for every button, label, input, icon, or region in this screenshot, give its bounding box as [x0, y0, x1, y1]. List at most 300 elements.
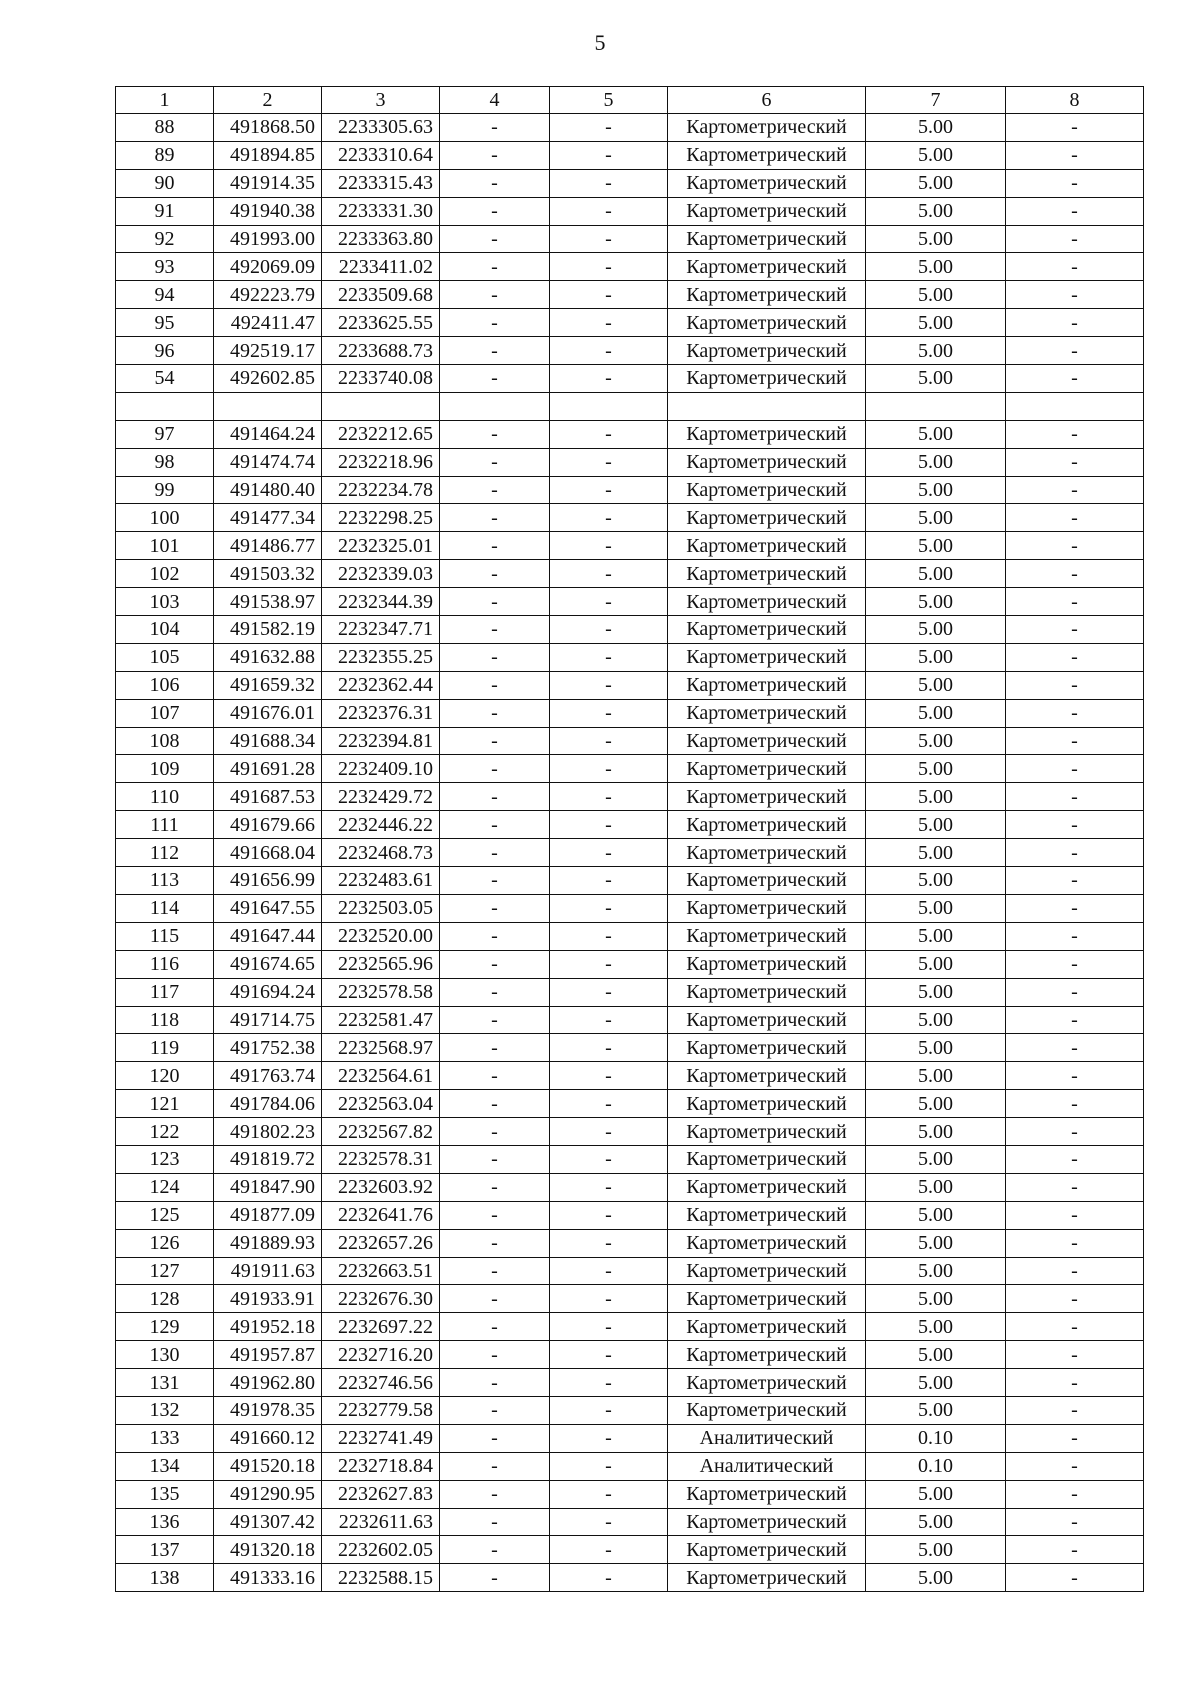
column-5-cell: -	[550, 1257, 668, 1285]
y-coordinate-cell: 2232567.82	[322, 1118, 440, 1146]
column-8-cell: -	[1006, 420, 1144, 448]
table-row	[116, 588, 1144, 616]
column-8-cell: -	[1006, 922, 1144, 950]
column-4-cell: -	[440, 114, 550, 142]
table-row	[116, 1396, 1144, 1424]
column-5-cell: -	[550, 169, 668, 197]
method-cell: Картометрический	[668, 309, 866, 337]
point-number-cell: 106	[116, 671, 214, 699]
table-row	[116, 1006, 1144, 1034]
x-coordinate-cell: 491647.44	[214, 922, 322, 950]
point-number-cell: 90	[116, 169, 214, 197]
y-coordinate-cell: 2232394.81	[322, 727, 440, 755]
header-cell: 3	[322, 87, 440, 114]
column-8-cell: -	[1006, 1369, 1144, 1397]
column-5-cell: -	[550, 699, 668, 727]
y-coordinate-cell: 2232578.31	[322, 1145, 440, 1173]
column-8-cell: -	[1006, 1536, 1144, 1564]
column-5-cell: -	[550, 1480, 668, 1508]
y-coordinate-cell: 2232565.96	[322, 950, 440, 978]
column-4-cell: -	[440, 950, 550, 978]
x-coordinate-cell: 491503.32	[214, 560, 322, 588]
point-number-cell: 125	[116, 1201, 214, 1229]
column-8-cell: -	[1006, 950, 1144, 978]
method-cell: Картометрический	[668, 643, 866, 671]
table-row	[116, 225, 1144, 253]
point-number-cell: 116	[116, 950, 214, 978]
point-number-cell: 129	[116, 1313, 214, 1341]
accuracy-cell: 5.00	[866, 1508, 1006, 1536]
column-5-cell: -	[550, 1424, 668, 1452]
x-coordinate-cell: 491694.24	[214, 978, 322, 1006]
accuracy-cell: 5.00	[866, 839, 1006, 867]
column-8-cell: -	[1006, 1201, 1144, 1229]
point-number-cell: 126	[116, 1229, 214, 1257]
x-coordinate-cell: 491486.77	[214, 532, 322, 560]
y-coordinate-cell: 2233509.68	[322, 281, 440, 309]
column-5-cell: -	[550, 1341, 668, 1369]
method-cell: Картометрический	[668, 169, 866, 197]
column-4-cell: -	[440, 1285, 550, 1313]
point-number-cell: 132	[116, 1396, 214, 1424]
method-cell: Картометрический	[668, 1536, 866, 1564]
x-coordinate-cell: 491290.95	[214, 1480, 322, 1508]
y-coordinate-cell: 2232718.84	[322, 1452, 440, 1480]
x-coordinate-cell: 491474.74	[214, 448, 322, 476]
page-number: 5	[594, 30, 606, 55]
method-cell: Картометрический	[668, 1090, 866, 1118]
column-5-cell: -	[550, 588, 668, 616]
table-row	[116, 1564, 1144, 1592]
point-number-cell: 93	[116, 253, 214, 281]
column-4-cell: -	[440, 504, 550, 532]
x-coordinate-cell: 491688.34	[214, 727, 322, 755]
y-coordinate-cell: 2233305.63	[322, 114, 440, 142]
y-coordinate-cell: 2233740.08	[322, 365, 440, 393]
table-row	[116, 532, 1144, 560]
y-coordinate-cell: 2232741.49	[322, 1424, 440, 1452]
method-cell: Аналитический	[668, 1424, 866, 1452]
y-coordinate-cell: 2232218.96	[322, 448, 440, 476]
method-cell: Картометрический	[668, 448, 866, 476]
column-8-cell: -	[1006, 839, 1144, 867]
column-8-cell: -	[1006, 978, 1144, 1006]
method-cell: Картометрический	[668, 1257, 866, 1285]
point-number-cell: 108	[116, 727, 214, 755]
point-number-cell: 97	[116, 420, 214, 448]
column-5-cell: -	[550, 504, 668, 532]
column-5-cell: -	[550, 978, 668, 1006]
table-body	[116, 114, 1144, 1592]
method-cell: Картометрический	[668, 616, 866, 644]
table-row	[116, 894, 1144, 922]
accuracy-cell: 5.00	[866, 532, 1006, 560]
column-4-cell: -	[440, 1313, 550, 1341]
column-8-cell: -	[1006, 867, 1144, 895]
method-cell: Картометрический	[668, 950, 866, 978]
column-5-cell: -	[550, 1285, 668, 1313]
column-5-cell: -	[550, 1118, 668, 1146]
column-4-cell: -	[440, 1424, 550, 1452]
coordinates-table	[115, 86, 1144, 1592]
accuracy-cell: 5.00	[866, 1257, 1006, 1285]
point-number-cell: 105	[116, 643, 214, 671]
x-coordinate-cell: 491993.00	[214, 225, 322, 253]
point-number-cell: 136	[116, 1508, 214, 1536]
column-8-cell: -	[1006, 448, 1144, 476]
point-number-cell: 133	[116, 1424, 214, 1452]
y-coordinate-cell: 2232657.26	[322, 1229, 440, 1257]
column-4-cell: -	[440, 811, 550, 839]
column-5-cell: -	[550, 114, 668, 142]
accuracy-cell: 5.00	[866, 1480, 1006, 1508]
point-number-cell: 114	[116, 894, 214, 922]
table-row	[116, 1452, 1144, 1480]
y-coordinate-cell: 2232355.25	[322, 643, 440, 671]
column-4-cell: -	[440, 755, 550, 783]
method-cell: Картометрический	[668, 867, 866, 895]
method-cell: Картометрический	[668, 727, 866, 755]
y-coordinate-cell: 2232563.04	[322, 1090, 440, 1118]
point-number-cell: 137	[116, 1536, 214, 1564]
column-4-cell	[440, 392, 550, 420]
table-row	[116, 448, 1144, 476]
accuracy-cell: 5.00	[866, 1536, 1006, 1564]
accuracy-cell: 5.00	[866, 671, 1006, 699]
accuracy-cell: 5.00	[866, 253, 1006, 281]
table-row	[116, 950, 1144, 978]
column-5-cell: -	[550, 197, 668, 225]
x-coordinate-cell: 491477.34	[214, 504, 322, 532]
point-number-cell: 89	[116, 141, 214, 169]
accuracy-cell: 0.10	[866, 1424, 1006, 1452]
table-row	[116, 867, 1144, 895]
column-4-cell: -	[440, 699, 550, 727]
accuracy-cell: 5.00	[866, 699, 1006, 727]
point-number-cell: 104	[116, 616, 214, 644]
y-coordinate-cell: 2232568.97	[322, 1034, 440, 1062]
point-number-cell: 138	[116, 1564, 214, 1592]
table-row	[116, 392, 1144, 420]
y-coordinate-cell: 2232376.31	[322, 699, 440, 727]
column-5-cell: -	[550, 448, 668, 476]
y-coordinate-cell: 2232663.51	[322, 1257, 440, 1285]
column-5-cell: -	[550, 1145, 668, 1173]
accuracy-cell: 5.00	[866, 950, 1006, 978]
column-8-cell: -	[1006, 643, 1144, 671]
table-row	[116, 114, 1144, 142]
method-cell: Картометрический	[668, 699, 866, 727]
column-8-cell: -	[1006, 1396, 1144, 1424]
column-8-cell: -	[1006, 1341, 1144, 1369]
y-coordinate-cell: 2233315.43	[322, 169, 440, 197]
table-row	[116, 1536, 1144, 1564]
x-coordinate-cell: 491894.85	[214, 141, 322, 169]
x-coordinate-cell: 491660.12	[214, 1424, 322, 1452]
accuracy-cell: 5.00	[866, 197, 1006, 225]
column-5-cell: -	[550, 922, 668, 950]
column-5-cell: -	[550, 616, 668, 644]
accuracy-cell: 5.00	[866, 114, 1006, 142]
y-coordinate-cell: 2232588.15	[322, 1564, 440, 1592]
point-number-cell: 134	[116, 1452, 214, 1480]
column-5-cell: -	[550, 141, 668, 169]
method-cell	[668, 392, 866, 420]
accuracy-cell: 5.00	[866, 1564, 1006, 1592]
y-coordinate-cell: 2232212.65	[322, 420, 440, 448]
y-coordinate-cell: 2232564.61	[322, 1062, 440, 1090]
accuracy-cell: 5.00	[866, 281, 1006, 309]
column-8-cell: -	[1006, 337, 1144, 365]
x-coordinate-cell: 491538.97	[214, 588, 322, 616]
x-coordinate-cell	[214, 392, 322, 420]
point-number-cell: 103	[116, 588, 214, 616]
point-number-cell: 128	[116, 1285, 214, 1313]
column-5-cell: -	[550, 755, 668, 783]
method-cell: Картометрический	[668, 1285, 866, 1313]
method-cell: Картометрический	[668, 141, 866, 169]
point-number-cell	[116, 392, 214, 420]
column-8-cell: -	[1006, 532, 1144, 560]
method-cell: Картометрический	[668, 671, 866, 699]
point-number-cell: 101	[116, 532, 214, 560]
table-row	[116, 839, 1144, 867]
column-4-cell: -	[440, 922, 550, 950]
y-coordinate-cell: 2232344.39	[322, 588, 440, 616]
table-row	[116, 1257, 1144, 1285]
column-4-cell: -	[440, 448, 550, 476]
accuracy-cell: 5.00	[866, 337, 1006, 365]
column-8-cell: -	[1006, 1313, 1144, 1341]
accuracy-cell: 5.00	[866, 476, 1006, 504]
column-5-cell: -	[550, 867, 668, 895]
x-coordinate-cell: 491674.65	[214, 950, 322, 978]
x-coordinate-cell: 492069.09	[214, 253, 322, 281]
column-4-cell: -	[440, 1564, 550, 1592]
point-number-cell: 107	[116, 699, 214, 727]
y-coordinate-cell: 2232779.58	[322, 1396, 440, 1424]
column-5-cell: -	[550, 1173, 668, 1201]
method-cell: Картометрический	[668, 337, 866, 365]
method-cell: Картометрический	[668, 755, 866, 783]
accuracy-cell: 5.00	[866, 1369, 1006, 1397]
table-row	[116, 253, 1144, 281]
y-coordinate-cell: 2233688.73	[322, 337, 440, 365]
y-coordinate-cell: 2232697.22	[322, 1313, 440, 1341]
x-coordinate-cell: 491763.74	[214, 1062, 322, 1090]
table-row	[116, 1341, 1144, 1369]
table-row	[116, 922, 1144, 950]
x-coordinate-cell: 491714.75	[214, 1006, 322, 1034]
column-5-cell: -	[550, 1313, 668, 1341]
table-row	[116, 699, 1144, 727]
accuracy-cell: 5.00	[866, 1090, 1006, 1118]
y-coordinate-cell: 2233411.02	[322, 253, 440, 281]
table-row	[116, 1285, 1144, 1313]
column-5-cell: -	[550, 560, 668, 588]
header-cell: 2	[214, 87, 322, 114]
column-4-cell: -	[440, 1201, 550, 1229]
y-coordinate-cell: 2232641.76	[322, 1201, 440, 1229]
accuracy-cell: 5.00	[866, 1313, 1006, 1341]
table-row	[116, 616, 1144, 644]
header-cell: 4	[440, 87, 550, 114]
x-coordinate-cell: 491962.80	[214, 1369, 322, 1397]
x-coordinate-cell: 491632.88	[214, 643, 322, 671]
accuracy-cell: 5.00	[866, 727, 1006, 755]
y-coordinate-cell: 2232746.56	[322, 1369, 440, 1397]
column-8-cell: -	[1006, 253, 1144, 281]
column-5-cell: -	[550, 1034, 668, 1062]
point-number-cell: 115	[116, 922, 214, 950]
method-cell: Картометрический	[668, 1173, 866, 1201]
column-5-cell: -	[550, 420, 668, 448]
point-number-cell: 96	[116, 337, 214, 365]
accuracy-cell: 5.00	[866, 309, 1006, 337]
accuracy-cell: 5.00	[866, 1062, 1006, 1090]
x-coordinate-cell: 491940.38	[214, 197, 322, 225]
method-cell: Картометрический	[668, 1034, 866, 1062]
column-8-cell: -	[1006, 281, 1144, 309]
column-4-cell: -	[440, 616, 550, 644]
column-5-cell: -	[550, 476, 668, 504]
method-cell: Картометрический	[668, 1341, 866, 1369]
column-8-cell: -	[1006, 476, 1144, 504]
accuracy-cell: 5.00	[866, 365, 1006, 393]
method-cell: Картометрический	[668, 420, 866, 448]
x-coordinate-cell: 491520.18	[214, 1452, 322, 1480]
point-number-cell: 100	[116, 504, 214, 532]
accuracy-cell: 5.00	[866, 1034, 1006, 1062]
table-row	[116, 643, 1144, 671]
accuracy-cell: 5.00	[866, 1145, 1006, 1173]
table-row	[116, 1201, 1144, 1229]
header-cell: 1	[116, 87, 214, 114]
method-cell: Картометрический	[668, 225, 866, 253]
method-cell: Картометрический	[668, 1201, 866, 1229]
x-coordinate-cell: 491933.91	[214, 1285, 322, 1313]
point-number-cell: 135	[116, 1480, 214, 1508]
x-coordinate-cell: 491978.35	[214, 1396, 322, 1424]
x-coordinate-cell: 491659.32	[214, 671, 322, 699]
column-5-cell: -	[550, 1006, 668, 1034]
table-row	[116, 560, 1144, 588]
y-coordinate-cell: 2232429.72	[322, 783, 440, 811]
y-coordinate-cell: 2232581.47	[322, 1006, 440, 1034]
method-cell: Картометрический	[668, 1396, 866, 1424]
point-number-cell: 117	[116, 978, 214, 1006]
column-5-cell: -	[550, 1564, 668, 1592]
column-5-cell: -	[550, 532, 668, 560]
x-coordinate-cell: 491889.93	[214, 1229, 322, 1257]
column-5-cell: -	[550, 253, 668, 281]
column-4-cell: -	[440, 532, 550, 560]
method-cell: Картометрический	[668, 1508, 866, 1536]
column-4-cell: -	[440, 1536, 550, 1564]
table-row	[116, 1118, 1144, 1146]
point-number-cell: 118	[116, 1006, 214, 1034]
accuracy-cell: 5.00	[866, 504, 1006, 532]
column-8-cell: -	[1006, 1006, 1144, 1034]
column-4-cell: -	[440, 867, 550, 895]
method-cell: Аналитический	[668, 1452, 866, 1480]
x-coordinate-cell: 491868.50	[214, 114, 322, 142]
x-coordinate-cell: 491847.90	[214, 1173, 322, 1201]
point-number-cell: 123	[116, 1145, 214, 1173]
y-coordinate-cell: 2233625.55	[322, 309, 440, 337]
column-8-cell: -	[1006, 1173, 1144, 1201]
point-number-cell: 91	[116, 197, 214, 225]
x-coordinate-cell: 492519.17	[214, 337, 322, 365]
table-row	[116, 1424, 1144, 1452]
column-8-cell: -	[1006, 588, 1144, 616]
x-coordinate-cell: 491480.40	[214, 476, 322, 504]
table-row	[116, 1034, 1144, 1062]
x-coordinate-cell: 491320.18	[214, 1536, 322, 1564]
method-cell: Картометрический	[668, 365, 866, 393]
x-coordinate-cell: 491668.04	[214, 839, 322, 867]
method-cell: Картометрический	[668, 1369, 866, 1397]
point-number-cell: 113	[116, 867, 214, 895]
method-cell: Картометрический	[668, 1480, 866, 1508]
point-number-cell: 109	[116, 755, 214, 783]
column-4-cell: -	[440, 588, 550, 616]
method-cell: Картометрический	[668, 922, 866, 950]
table-row	[116, 1090, 1144, 1118]
point-number-cell: 99	[116, 476, 214, 504]
column-4-cell: -	[440, 169, 550, 197]
column-8-cell: -	[1006, 1145, 1144, 1173]
column-5-cell: -	[550, 1452, 668, 1480]
column-4-cell: -	[440, 894, 550, 922]
column-8-cell: -	[1006, 225, 1144, 253]
column-5-cell: -	[550, 1201, 668, 1229]
x-coordinate-cell: 491877.09	[214, 1201, 322, 1229]
y-coordinate-cell: 2232339.03	[322, 560, 440, 588]
accuracy-cell: 5.00	[866, 225, 1006, 253]
column-4-cell: -	[440, 1341, 550, 1369]
column-4-cell: -	[440, 1452, 550, 1480]
x-coordinate-cell: 492223.79	[214, 281, 322, 309]
column-4-cell: -	[440, 1369, 550, 1397]
table-row	[116, 504, 1144, 532]
column-4-cell: -	[440, 365, 550, 393]
accuracy-cell: 5.00	[866, 1006, 1006, 1034]
column-5-cell: -	[550, 1536, 668, 1564]
column-8-cell: -	[1006, 197, 1144, 225]
column-4-cell: -	[440, 1257, 550, 1285]
method-cell: Картометрический	[668, 839, 866, 867]
x-coordinate-cell: 491679.66	[214, 811, 322, 839]
column-5-cell: -	[550, 337, 668, 365]
y-coordinate-cell: 2232520.00	[322, 922, 440, 950]
accuracy-cell: 5.00	[866, 1285, 1006, 1313]
table-row	[116, 671, 1144, 699]
column-4-cell: -	[440, 141, 550, 169]
column-8-cell: -	[1006, 1034, 1144, 1062]
table-row	[116, 1369, 1144, 1397]
column-4-cell: -	[440, 420, 550, 448]
column-8-cell: -	[1006, 727, 1144, 755]
point-number-cell: 110	[116, 783, 214, 811]
column-4-cell: -	[440, 1229, 550, 1257]
column-8-cell: -	[1006, 1118, 1144, 1146]
column-4-cell: -	[440, 1034, 550, 1062]
table-row	[116, 337, 1144, 365]
x-coordinate-cell: 491819.72	[214, 1145, 322, 1173]
method-cell: Картометрический	[668, 1118, 866, 1146]
table-row	[116, 1173, 1144, 1201]
